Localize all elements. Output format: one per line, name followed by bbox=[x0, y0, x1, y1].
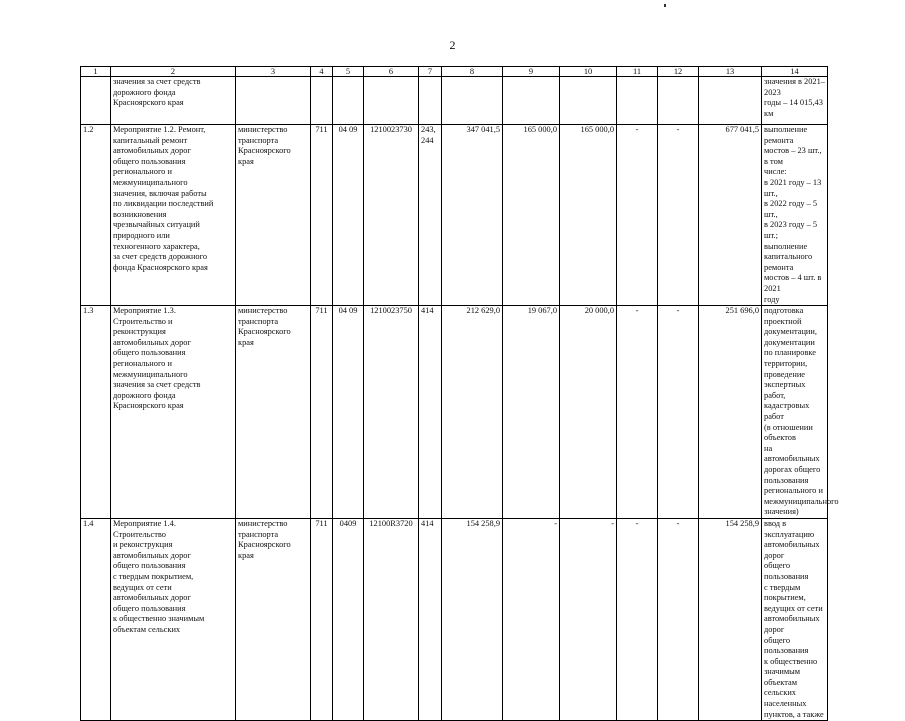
table-cell-col-1: 1.3 bbox=[81, 306, 111, 519]
table-cell-col-9: - bbox=[503, 518, 560, 720]
header-cell: 11 bbox=[617, 67, 658, 77]
table-cell-col-1: 1.2 bbox=[81, 125, 111, 306]
table-cell-col-3: министерство транспорта Красноярского края bbox=[236, 518, 311, 720]
table-cell-col-9: 19 067,0 bbox=[503, 306, 560, 519]
table-cell-col-13 bbox=[699, 77, 762, 125]
table-cell-col-12: - bbox=[658, 518, 699, 720]
header-cell: 7 bbox=[419, 67, 442, 77]
table-cell-col-8: 347 041,5 bbox=[442, 125, 503, 306]
header-cell: 5 bbox=[333, 67, 364, 77]
table-cell-col-7 bbox=[419, 77, 442, 125]
header-cell: 6 bbox=[364, 67, 419, 77]
table-cell-col-12: - bbox=[658, 306, 699, 519]
table-cell-col-7: 243, 244 bbox=[419, 125, 442, 306]
table-row bbox=[81, 518, 828, 720]
table-cell-col-3: министерство транспорта Красноярского края bbox=[236, 125, 311, 306]
table-cell-col-8: 212 629,0 bbox=[442, 306, 503, 519]
table-cell-col-14: выполнение ремонта мостов – 23 шт., в том числе: в 2021 году – 13 шт., в 2022 году – 5 шт., в 2023 году – 5 шт.; выполнение капитального ремонта мостов – 4 шт. в 2021 году bbox=[762, 125, 828, 306]
page-number: 2 bbox=[449, 38, 456, 52]
table-cell-col-13: 677 041,5 bbox=[699, 125, 762, 306]
table-cell-col-9: 165 000,0 bbox=[503, 125, 560, 306]
table-cell-col-11 bbox=[617, 77, 658, 125]
table-cell-col-9 bbox=[503, 77, 560, 125]
program-table bbox=[80, 66, 839, 721]
table-cell-col-11: - bbox=[617, 125, 658, 306]
table-cell-col-14: ввод в эксплуатацию автомобильных дорог общего пользования с твердым покрытием, ведущих от сети автомобильных дорог общего пользования к общественно значимым объектам сельских населенных пунктов, а также bbox=[762, 518, 828, 720]
header-cell: 10 bbox=[560, 67, 617, 77]
header-cell: 12 bbox=[658, 67, 699, 77]
table-cell-col-1 bbox=[81, 77, 111, 125]
table-cell-col-14: подготовка проектной документации, документации по планировке территории, проведение экспертных работ, кадастровых работ (в отношении объектов на автомобильных дорогах общего пользования регионального и межмуниципального значения) bbox=[762, 306, 828, 519]
table-cell-col-13: 154 258,9 bbox=[699, 518, 762, 720]
header-cell: 2 bbox=[111, 67, 236, 77]
table-cell-col-7: 414 bbox=[419, 306, 442, 519]
table-cell-col-7: 414 bbox=[419, 518, 442, 720]
table-cell-col-6: 12100R3720 bbox=[364, 518, 419, 720]
header-cell: 1 bbox=[81, 67, 111, 77]
table-cell-col-4: 711 bbox=[311, 125, 333, 306]
table-cell-col-2: значения за счет средств дорожного фонда Красноярского края bbox=[111, 77, 236, 125]
table-cell-col-6: 1210023750 bbox=[364, 306, 419, 519]
table-cell-col-2: Мероприятие 1.2. Ремонт, капитальный ремонт автомобильных дорог общего пользования регионального и межмуниципального значения, включая работы по ликвидации последствий возникновения чрезвычайных ситуаций природного или техногенного характера, за счет средств дорожного фонда Красноярского края bbox=[111, 125, 236, 306]
table-cell-col-14: значения в 2021–2023 годы – 14 015,43 км bbox=[762, 77, 828, 125]
header-cell: 4 bbox=[311, 67, 333, 77]
table-cell-col-4 bbox=[311, 77, 333, 125]
header-cell: 14 bbox=[762, 67, 828, 77]
table-cell-col-13: 251 696,0 bbox=[699, 306, 762, 519]
table-cell-col-2: Мероприятие 1.4. Строительство и реконструкция автомобильных дорог общего пользования с твердым покрытием, ведущих от сети автомобильных дорог общего пользования к общественно значимым объектам сельских bbox=[111, 518, 236, 720]
table-cell-col-5: 0409 bbox=[333, 518, 364, 720]
header-cell: 3 bbox=[236, 67, 311, 77]
table-cell-col-5 bbox=[333, 77, 364, 125]
table-row bbox=[81, 125, 828, 306]
header-cell: 8 bbox=[442, 67, 503, 77]
header-cell: 9 bbox=[503, 67, 560, 77]
table-cell-col-8: 154 258,9 bbox=[442, 518, 503, 720]
table-row bbox=[81, 306, 828, 519]
table-cell-col-1: 1.4 bbox=[81, 518, 111, 720]
table-cell-col-2: Мероприятие 1.3. Строительство и реконструкция автомобильных дорог общего пользования регионального и межмуниципального значения за счет средств дорожного фонда Красноярского края bbox=[111, 306, 236, 519]
table-row bbox=[81, 77, 828, 125]
table-cell-col-3: министерство транспорта Красноярского края bbox=[236, 306, 311, 519]
header-row bbox=[81, 67, 828, 77]
table-cell-col-12: - bbox=[658, 125, 699, 306]
table-cell-col-10: 20 000,0 bbox=[560, 306, 617, 519]
table-cell-col-10: 165 000,0 bbox=[560, 125, 617, 306]
scan-mark bbox=[664, 4, 666, 7]
table-cell-col-3 bbox=[236, 77, 311, 125]
table-cell-col-5: 04 09 bbox=[333, 306, 364, 519]
table-cell-col-8 bbox=[442, 77, 503, 125]
table-cell-col-11: - bbox=[617, 306, 658, 519]
header-cell: 13 bbox=[699, 67, 762, 77]
table-cell-col-6: 1210023730 bbox=[364, 125, 419, 306]
table-cell-col-12 bbox=[658, 77, 699, 125]
table-cell-col-5: 04 09 bbox=[333, 125, 364, 306]
table-cell-col-6 bbox=[364, 77, 419, 125]
table-cell-col-4: 711 bbox=[311, 306, 333, 519]
table-cell-col-11: - bbox=[617, 518, 658, 720]
table-cell-col-10 bbox=[560, 77, 617, 125]
table-cell-col-4: 711 bbox=[311, 518, 333, 720]
table-cell-col-10: - bbox=[560, 518, 617, 720]
